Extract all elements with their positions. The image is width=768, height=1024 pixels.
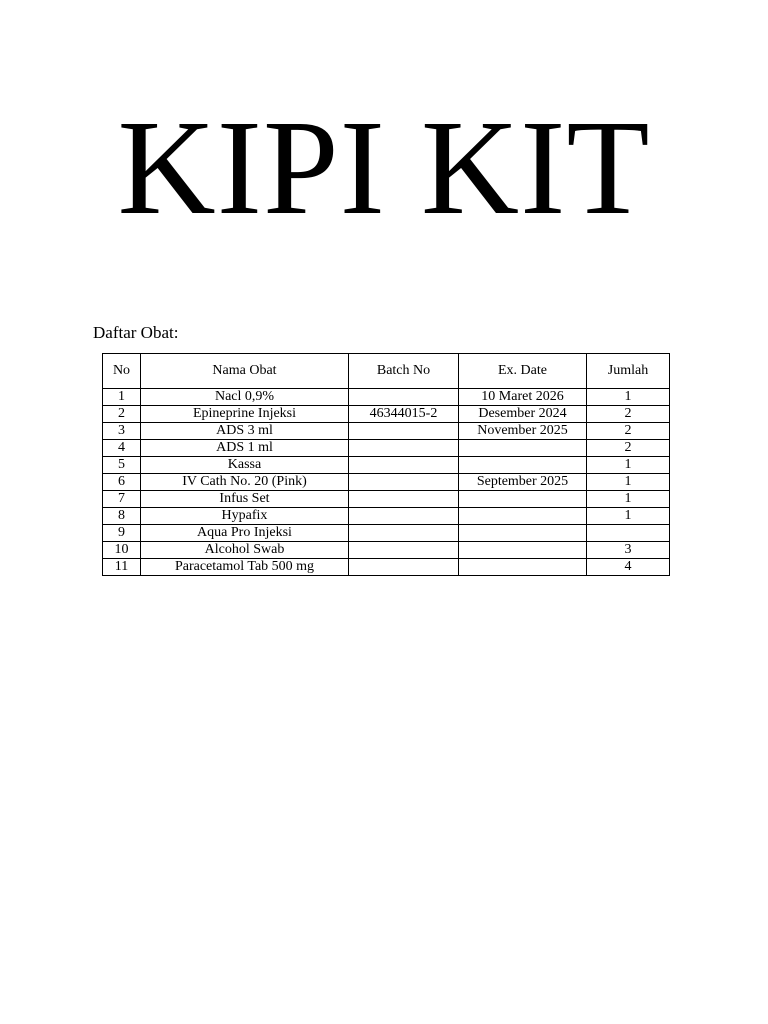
cell-no: 11 bbox=[103, 559, 141, 576]
header-ex-date: Ex. Date bbox=[459, 354, 587, 389]
table-row bbox=[103, 389, 670, 406]
cell-nama: Infus Set bbox=[141, 491, 349, 508]
cell-jumlah: 2 bbox=[587, 440, 670, 457]
cell-batch bbox=[349, 474, 459, 491]
cell-batch bbox=[349, 440, 459, 457]
cell-batch bbox=[349, 525, 459, 542]
cell-nama: Kassa bbox=[141, 457, 349, 474]
cell-jumlah: 1 bbox=[587, 474, 670, 491]
cell-no: 5 bbox=[103, 457, 141, 474]
cell-nama: IV Cath No. 20 (Pink) bbox=[141, 474, 349, 491]
cell-exp bbox=[459, 542, 587, 559]
cell-exp bbox=[459, 491, 587, 508]
table-row bbox=[103, 491, 670, 508]
cell-exp bbox=[459, 559, 587, 576]
cell-exp bbox=[459, 508, 587, 525]
cell-batch bbox=[349, 389, 459, 406]
table-row bbox=[103, 508, 670, 525]
cell-no: 8 bbox=[103, 508, 141, 525]
cell-jumlah: 3 bbox=[587, 542, 670, 559]
cell-batch bbox=[349, 559, 459, 576]
cell-nama: Paracetamol Tab 500 mg bbox=[141, 559, 349, 576]
cell-exp bbox=[459, 457, 587, 474]
cell-no: 9 bbox=[103, 525, 141, 542]
table-row bbox=[103, 525, 670, 542]
cell-exp bbox=[459, 525, 587, 542]
cell-jumlah: 1 bbox=[587, 389, 670, 406]
table-row bbox=[103, 542, 670, 559]
list-heading: Daftar Obat: bbox=[93, 323, 179, 342]
table-row bbox=[103, 406, 670, 423]
cell-batch: 46344015-2 bbox=[349, 406, 459, 423]
cell-nama: Nacl 0,9% bbox=[141, 389, 349, 406]
header-nama-obat: Nama Obat bbox=[141, 354, 349, 389]
cell-nama: Hypafix bbox=[141, 508, 349, 525]
table-row bbox=[103, 457, 670, 474]
cell-exp bbox=[459, 440, 587, 457]
cell-exp: September 2025 bbox=[459, 474, 587, 491]
cell-no: 10 bbox=[103, 542, 141, 559]
cell-jumlah: 4 bbox=[587, 559, 670, 576]
cell-batch bbox=[349, 423, 459, 440]
page-title: KIPI KIT bbox=[117, 93, 651, 243]
cell-no: 7 bbox=[103, 491, 141, 508]
cell-jumlah: 2 bbox=[587, 423, 670, 440]
header-jumlah: Jumlah bbox=[587, 354, 670, 389]
cell-jumlah: 1 bbox=[587, 457, 670, 474]
cell-batch bbox=[349, 508, 459, 525]
cell-no: 4 bbox=[103, 440, 141, 457]
cell-no: 2 bbox=[103, 406, 141, 423]
table-row bbox=[103, 559, 670, 576]
cell-nama: ADS 3 ml bbox=[141, 423, 349, 440]
cell-nama: Aqua Pro Injeksi bbox=[141, 525, 349, 542]
cell-no: 6 bbox=[103, 474, 141, 491]
cell-batch bbox=[349, 457, 459, 474]
cell-jumlah: 1 bbox=[587, 508, 670, 525]
medicine-table bbox=[102, 353, 670, 576]
cell-nama: ADS 1 ml bbox=[141, 440, 349, 457]
cell-jumlah bbox=[587, 525, 670, 542]
cell-nama: Epineprine Injeksi bbox=[141, 406, 349, 423]
table-row bbox=[103, 423, 670, 440]
table-row bbox=[103, 440, 670, 457]
cell-jumlah: 2 bbox=[587, 406, 670, 423]
header-batch-no: Batch No bbox=[349, 354, 459, 389]
cell-nama: Alcohol Swab bbox=[141, 542, 349, 559]
cell-batch bbox=[349, 542, 459, 559]
header-no: No bbox=[103, 354, 141, 389]
table-row bbox=[103, 474, 670, 491]
cell-jumlah: 1 bbox=[587, 491, 670, 508]
cell-no: 1 bbox=[103, 389, 141, 406]
cell-exp: 10 Maret 2026 bbox=[459, 389, 587, 406]
cell-batch bbox=[349, 491, 459, 508]
cell-no: 3 bbox=[103, 423, 141, 440]
cell-exp: November 2025 bbox=[459, 423, 587, 440]
table-header-row bbox=[103, 354, 670, 389]
cell-exp: Desember 2024 bbox=[459, 406, 587, 423]
